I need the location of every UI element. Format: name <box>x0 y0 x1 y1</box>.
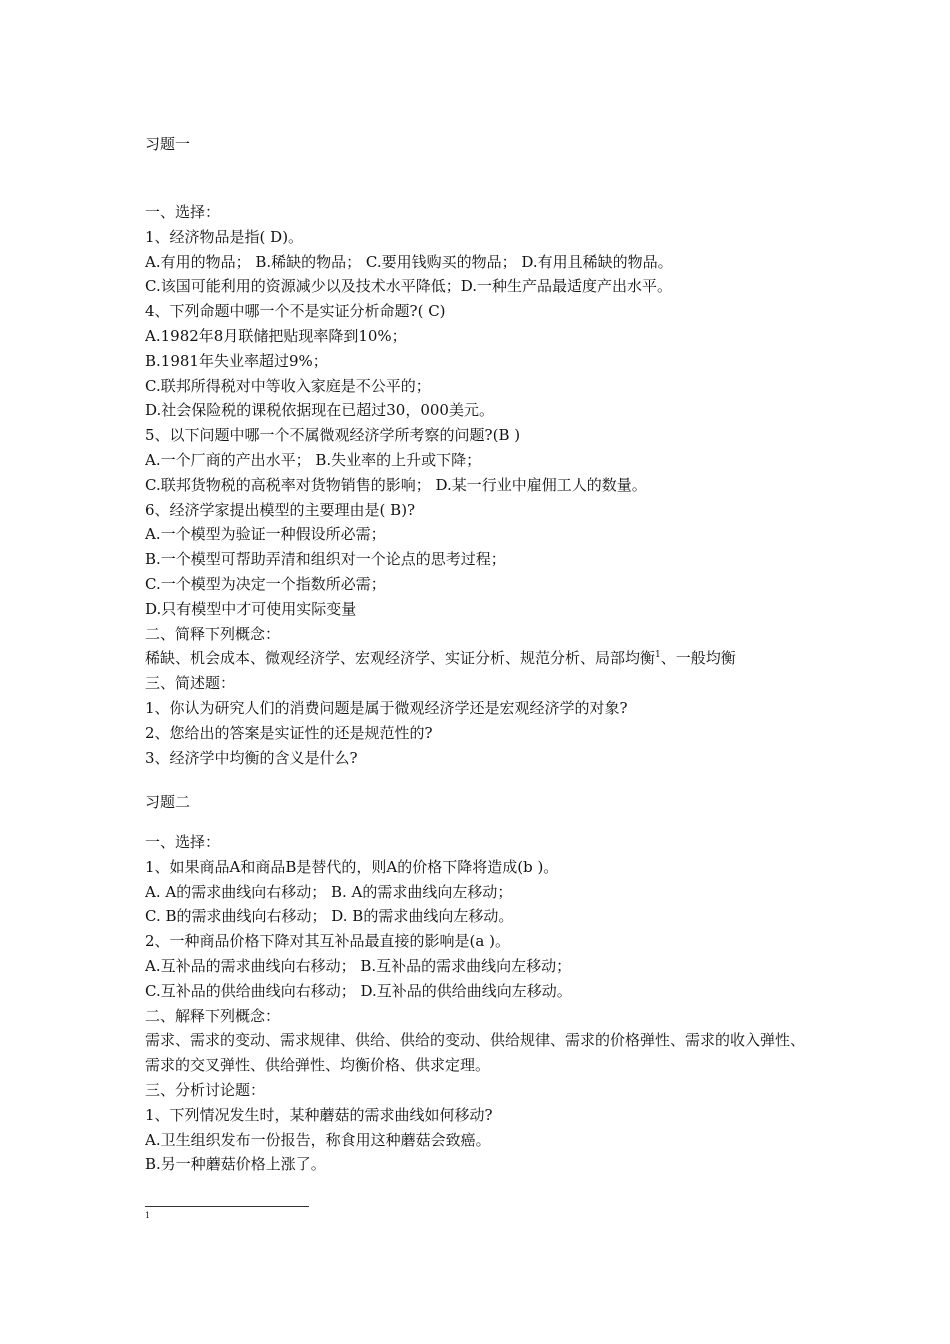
concepts-text: 稀缺、机会成本、微观经济学、宏观经济学、实证分析、规范分析、局部均衡 <box>145 649 656 668</box>
s2-q2-options-ab: A.互补品的需求曲线向右移动； B.互补品的需求曲线向左移动； <box>145 956 572 975</box>
footnote-rule <box>145 1206 309 1207</box>
s2-discuss-q1: 1、下列情况发生时，某种蘑菇的需求曲线如何移动? <box>145 1105 493 1124</box>
section1-heading-concepts: 二、简释下列概念： <box>145 624 281 643</box>
q6-option-c: C.一个模型为决定一个指数所必需； <box>145 574 386 593</box>
section1-heading-choice: 一、选择： <box>145 203 221 221</box>
q5-options-ab: A.一个厂商的产出水平； B.失业率的上升或下降； <box>145 450 482 469</box>
s2-q1: 1、如果商品A和商品B是替代的，则A的价格下降将造成(b )。 <box>145 857 559 876</box>
s2-q1-options-cd: C. B的需求曲线向右移动； D. B的需求曲线向左移动。 <box>145 907 514 926</box>
section1-body <box>145 200 815 770</box>
q5: 5、以下问题中哪一个不属微观经济学所考察的问题?(B ) <box>145 426 521 445</box>
footnote-ref[interactable]: 1 <box>655 650 661 661</box>
q1: 1、经济物品是指( D)。 <box>145 227 304 246</box>
section1-title: 习题一 <box>145 135 191 153</box>
q4-option-a: A.1982年8月联储把贴现率降到10%； <box>145 326 407 345</box>
concepts-tail: 、一般均衡 <box>660 649 736 668</box>
s2-discuss-q1-a: A.卫生组织发布一份报告，称食用这种蘑菇会致癌。 <box>145 1130 491 1149</box>
section2-body <box>145 830 815 1177</box>
q6-option-a: A.一个模型为验证一种假设所必需； <box>145 525 386 544</box>
s2-concepts-paragraph: 需求、需求的变动、需求规律、供给、供给的变动、供给规律、需求的价格弹性、需求的收入弹性、需求的交叉弹性、供给弹性、均衡价格、供求定理。 <box>145 1031 806 1075</box>
s2-discuss-q1-b: B.另一种蘑菇价格上涨了。 <box>145 1155 326 1174</box>
q5-options-cd: C.联邦货物税的高税率对货物销售的影响； D.某一行业中雇佣工人的数量。 <box>145 475 647 494</box>
q6: 6、经济学家提出模型的主要理由是( B)? <box>145 500 416 519</box>
short-q3: 3、经济学中均衡的含义是什么? <box>145 748 358 767</box>
short-q2: 2、您给出的答案是实证性的还是规范性的? <box>145 723 433 742</box>
q6-option-b: B.一个模型可帮助弄清和组织对一个论点的思考过程； <box>145 550 506 569</box>
q4-option-b: B.1981年失业率超过9%； <box>145 351 328 370</box>
s2-heading-concepts: 二、解释下列概念： <box>145 1006 281 1025</box>
footnote-mark: 1 <box>145 1211 151 1220</box>
short-q1: 1、你认为研究人们的消费问题是属于微观经济学还是宏观经济学的对象? <box>145 698 628 717</box>
s2-heading-choice: 一、选择： <box>145 833 221 851</box>
s2-heading-discuss: 三、分析讨论题： <box>145 1080 266 1099</box>
q4: 4、下列命题中哪一个不是实证分析命题?( C) <box>145 302 446 321</box>
s2-q1-options-ab: A. A的需求曲线向右移动； B. A的需求曲线向左移动； <box>145 882 513 901</box>
section1-concepts <box>145 646 815 671</box>
q6-option-d: D.只有模型中才可使用实际变量 <box>145 599 357 618</box>
q1-options: A.有用的物品； B.稀缺的物品； C.要用钱购买的物品； D.有用且稀缺的物品。 <box>145 252 673 271</box>
q4-option-c: C.联邦所得税对中等收入家庭是不公平的； <box>145 376 431 395</box>
section1-heading-short: 三、简述题： <box>145 674 236 693</box>
s2-q2-options-cd: C.互补品的供给曲线向右移动； D.互补品的供给曲线向左移动。 <box>145 981 572 1000</box>
q4-option-d: D.社会保险税的课税依据现在已超过30，000美元。 <box>145 401 494 420</box>
q-options-cd: C.该国可能利用的资源减少以及技术水平降低；D.一种生产品最适度产出水平。 <box>145 277 672 296</box>
section2-title: 习题二 <box>145 793 191 811</box>
s2-q2: 2、一种商品价格下降对其互补品最直接的影响是(a )。 <box>145 932 510 951</box>
